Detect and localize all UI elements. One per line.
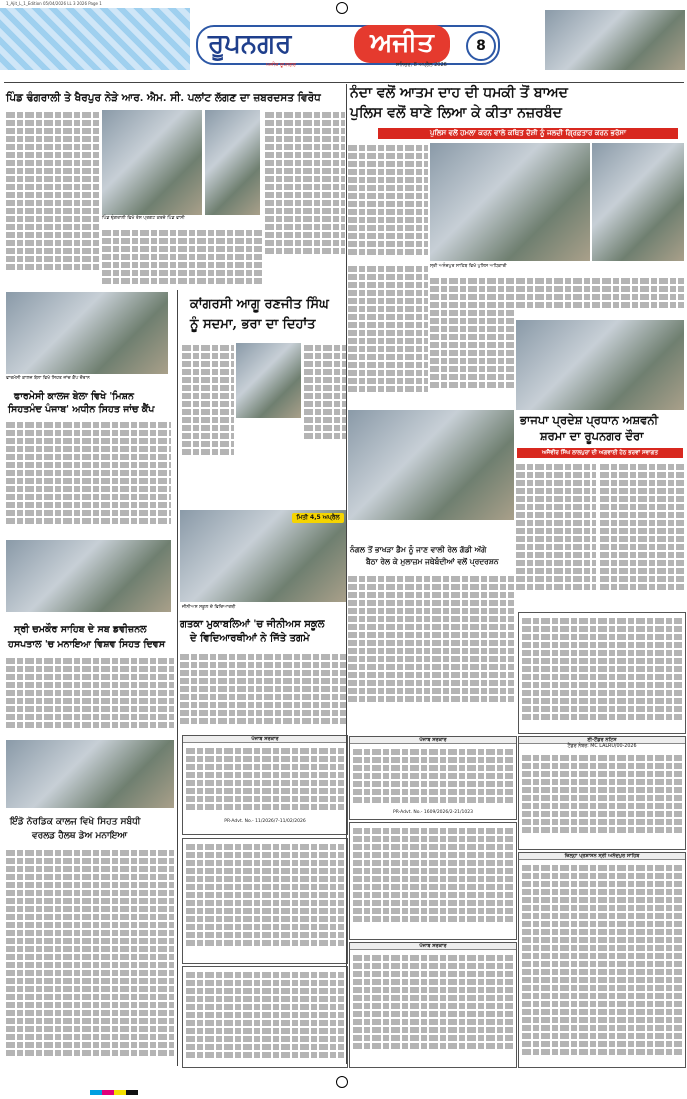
headline-bjp-2: ਸ਼ਰਮਾ ਦਾ ਰੂਪਨਗਰ ਦੌਰਾ [540, 429, 644, 443]
notice-center-3 [349, 942, 517, 1068]
district-heading: ਜ਼ਿਲ੍ਹਾ ਪ੍ਰਸ਼ਾਸਨ ਸ੍ਰੀ ਅਨੰਦਪੁਰ ਸਾਹਿਬ [519, 853, 685, 860]
hospital-photo [6, 740, 174, 808]
text-block [516, 462, 596, 602]
date-badge: ਮਿਤੀ 4,5 ਅਪ੍ਰੈਲ [292, 513, 344, 523]
text-block [182, 343, 234, 473]
masthead-frame [196, 25, 500, 65]
masthead [196, 25, 496, 71]
header-right-photo [545, 10, 685, 70]
text-block [348, 574, 430, 704]
tender-ref: ਟੈਂਡਰ ਨੰਬਰ: MC LALRU/00-2026 [567, 744, 637, 749]
notice-right-1 [518, 612, 686, 734]
text-block [602, 276, 684, 316]
notice-heading: ਪੰਜਾਬ ਸਰਕਾਰ [350, 737, 516, 744]
notice-punjab-1 [182, 735, 348, 835]
caption-police: ਸ੍ਰੀ ਅਨੰਦਪੁਰ ਸਾਹਿਬ ਵਿਖੇ ਪੁਲਿਸ ਅਧਿਕਾਰੀ [430, 264, 507, 269]
notice-ref: PR-Advt. No.- 1609/2026/2-21/1023 [393, 810, 473, 815]
notice-heading: ਪੰਜਾਬ ਸਰਕਾਰ [350, 943, 516, 950]
headline-nanda-1: ਨੰਦਾ ਵਲੋਂ ਆਤਮ ਦਾਹ ਦੀ ਧਮਕੀ ਤੋਂ ਬਾਅਦ [350, 85, 568, 101]
text-block [265, 110, 345, 260]
headline-nursing-2: ਵਰਲਡ ਹੈਲਥ ਡੇਅ ਮਨਾਇਆ [32, 831, 128, 841]
headline-congress-2: ਨੂੰ ਸਦਮਾ, ਭਰਾ ਦਾ ਦਿਹਾਂਤ [190, 317, 316, 332]
text-block [304, 343, 346, 473]
row-rule [4, 82, 684, 83]
notice-right-district [518, 852, 686, 1068]
camp-photo-2 [6, 540, 171, 612]
camp-photo [6, 292, 168, 374]
headline-congress-1: ਕਾਂਗਰਸੀ ਆਗੂ ਰਣਜੀਤ ਸਿੰਘ [190, 297, 329, 312]
text-block [6, 420, 171, 530]
column-rule [346, 84, 347, 1064]
strip-bjp: ਅਜੈਵੀਰ ਸਿੰਘ ਲਾਲਪੁਰਾ ਦੀ ਅਗਵਾਈ ਹੇਠ ਭਰਵਾਂ ਸਵਾਗਤ [517, 448, 683, 458]
notice-bottom-middle [182, 966, 348, 1068]
registration-mark [336, 1076, 348, 1088]
headline-gatka-2: ਦੇ ਵਿਦਿਆਰਥੀਆਂ ਨੇ ਜਿੱਤੇ ਤਗਮੇ [190, 633, 310, 644]
notice-ref: PR-Advt. No.- 11/2026/7-11/02/2026 [224, 819, 306, 824]
headline-gatka-1: ਗਤਕਾ ਮੁਕਾਬਲਿਆਂ 'ਚ ਜੀਨੀਅਸ ਸਕੂਲ [180, 619, 325, 630]
tender-title: ਈ-ਟੈਂਡਰ ਨੋਟਿਸ [519, 737, 685, 744]
headline-protest: ਪਿੰਡ ਢੰਗਰਾਲੀ ਤੇ ਖੈਰਪੁਰ ਨੇੜੇ ਆਰ. ਐਮ. ਸੀ. ਪਲਾਂਟ ਲੱਗਣ ਦਾ ਜ਼ਬਰਦਸਤ ਵਿਰੋਧ [6, 92, 321, 104]
caption-protest: ਪਿੰਡ ਢੰਗਰਾਲੀ ਵਿਖੇ ਰੋਸ ਪ੍ਰਗਟ ਕਰਦੇ ਪਿੰਡ ਵਾਸੀ [102, 216, 185, 221]
text-block [348, 143, 428, 261]
notice-center-2 [349, 822, 517, 940]
header-left-art [0, 8, 190, 70]
color-bar [90, 1080, 138, 1099]
headline-nursing-1: ਇੰਡੋ ਨੋਰਡਿਕ ਕਾਲਜ ਵਿਖੇ ਸਿਹਤ ਸਬੰਧੀ [10, 817, 141, 827]
text-block [432, 574, 514, 704]
text-block [180, 652, 262, 730]
bjp-photo [516, 320, 684, 410]
notice-heading: ਪੰਜਾਬ ਸਰਕਾਰ [183, 736, 347, 743]
headline-hospital-2: ਹਸਪਤਾਲ 'ਚ ਮਨਾਇਆ ਵਿਸ਼ਵ ਸਿਹਤ ਦਿਵਸ [8, 639, 166, 650]
notice-right-tender [518, 736, 686, 850]
masthead-subtitle: ਅਜੀਤ ਰੂਪਨਗਰ [266, 62, 296, 68]
text-block [430, 276, 514, 404]
text-block [516, 276, 600, 316]
masthead-title-right: ਅਜੀਤ [354, 25, 450, 63]
registration-mark [336, 2, 348, 14]
headline-camp-2: ਸਿਹਤਮੰਦ ਪੰਜਾਬ' ਅਧੀਨ ਸਿਹਤ ਜਾਂਚ ਕੈਂਪ [8, 404, 155, 415]
protest-photo [102, 110, 202, 215]
portrait-photo [236, 343, 301, 418]
notice-tender-middle [182, 838, 348, 964]
print-meta: 1_Ajit_L_1_Edition 05/04/2026 LL 3 2026 Page 1 [6, 1, 102, 6]
text-block [6, 656, 174, 734]
page-number: 8 [466, 31, 496, 61]
officer-photo [592, 143, 684, 261]
text-block [102, 228, 262, 288]
text-block [348, 264, 428, 404]
headline-camp-1: ਫਾਰਮੇਸੀ ਕਾਲਜ ਬੇਲਾ ਵਿਖੇ 'ਮਿਸ਼ਨ [14, 391, 134, 402]
masthead-title-left: ਰੂਪਨਗਰ [208, 29, 292, 59]
headline-nanda-2: ਪੁਲਿਸ ਵਲੋਂ ਥਾਣੇ ਲਿਆ ਕੇ ਕੀਤਾ ਨਜ਼ਰਬੰਦ [350, 105, 562, 121]
caption-gatka: ਜੀਨੀਅਸ ਸਕੂਲ ਦੇ ਵਿਦਿਆਰਥੀ [182, 605, 236, 610]
text-block [6, 848, 174, 1068]
headline-nangal-1: ਨੰਗਲ ਤੋਂ ਭਾਖੜਾ ਡੈਮ ਨੂੰ ਜਾਣ ਵਾਲੀ ਰੇਲ ਗੱਡੀ ਅੱਗੇ [350, 545, 487, 554]
police-photo [430, 143, 590, 261]
gatka-photo [180, 510, 346, 602]
notice-center [349, 736, 517, 820]
caption-camp: ਫਾਰਮੇਸੀ ਕਾਲਜ ਬੇਲਾ ਵਿਖੇ ਸਿਹਤ ਜਾਂਚ ਕੈਂਪ ਦੌਰਾਨ [6, 376, 90, 381]
rail-protest-photo [348, 410, 514, 520]
column-rule [177, 290, 178, 1066]
text-block [600, 462, 684, 602]
protest-photo-2 [205, 110, 260, 215]
headline-bjp-1: ਭਾਜਪਾ ਪ੍ਰਦੇਸ਼ ਪ੍ਰਧਾਨ ਅਸ਼ਵਨੀ [520, 413, 659, 427]
strip-police: ਪੁਲਿਸ ਵਲੋਂ ਹਮਲਾ ਕਰਨ ਵਾਲੇ ਕਥਿਤ ਦੋਸ਼ੀ ਨੂੰ ਜਲਦੀ ਗ੍ਰਿਫ਼ਤਾਰ ਕਰਨ ਭਰੋਸਾ [378, 128, 678, 139]
masthead-date: ਸ਼ਨਿਚਰ, 8 ਅਪ੍ਰੈਲ 2026 [396, 62, 447, 68]
headline-hospital-1: ਸ੍ਰੀ ਚਮਕੌਰ ਸਾਹਿਬ ਦੇ ਸਬ ਡਵੀਜ਼ਨਲ [14, 624, 147, 635]
text-block [264, 652, 346, 730]
headline-nangal-2: ਬੈਠਾ ਰੇਲ ਕੇ ਮੁਲਾਜ਼ਮ ਜਥੇਬੰਦੀਆਂ ਵਲੋਂ ਪ੍ਰਦਰਸ਼ਨ [366, 557, 499, 566]
text-block [6, 110, 100, 270]
